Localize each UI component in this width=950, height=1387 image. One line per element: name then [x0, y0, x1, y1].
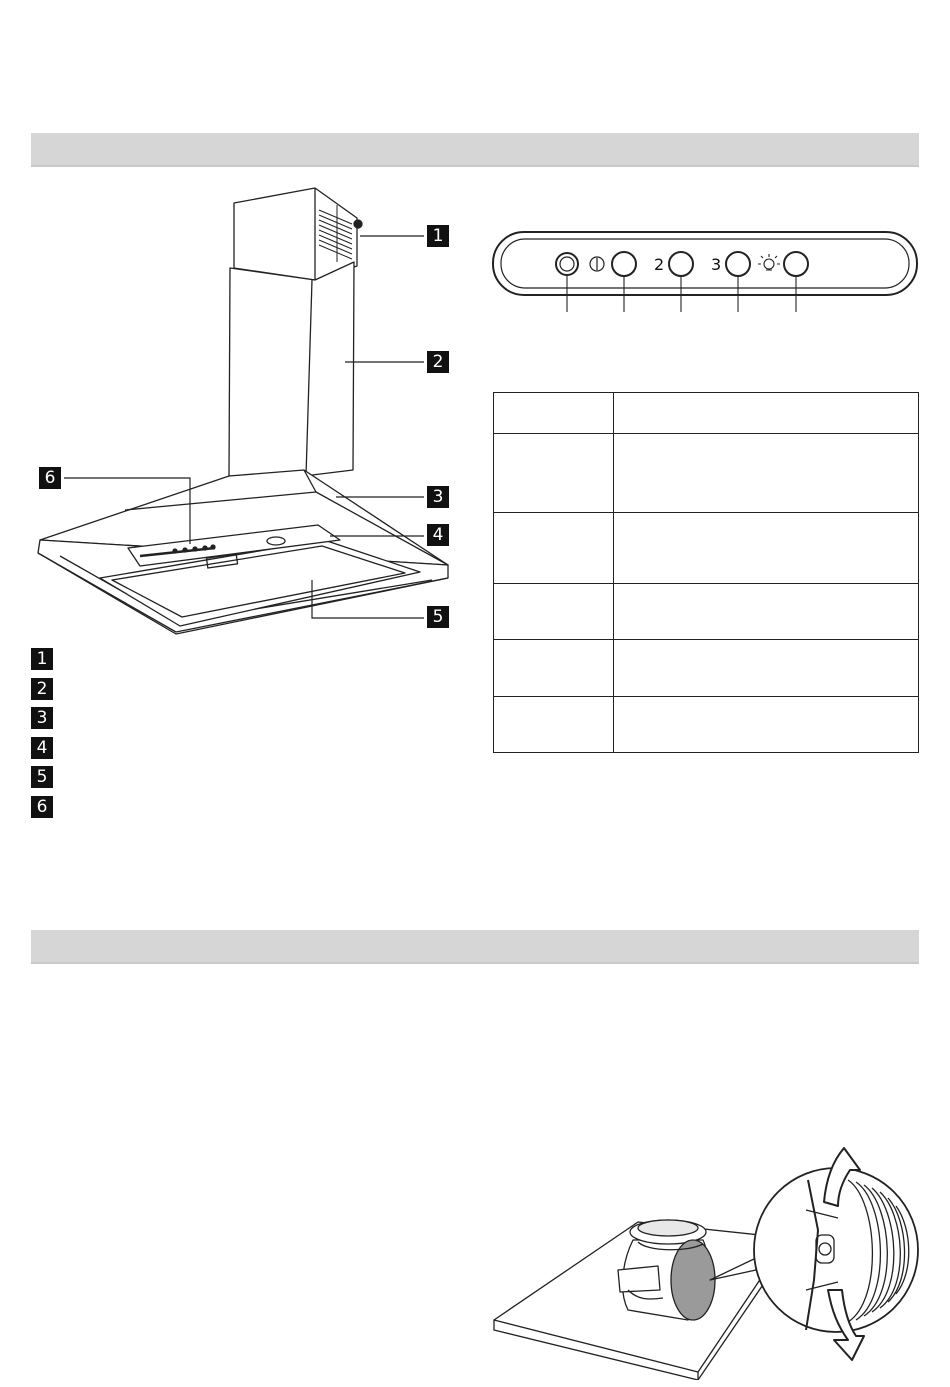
table-cell: [494, 640, 614, 697]
table-cell: [614, 640, 919, 697]
legend-item-3: 3: [31, 707, 53, 729]
callout-badge-6: 6: [39, 467, 61, 489]
motor-damper-illustration: [488, 1140, 928, 1380]
legend-item-2: 2: [31, 678, 53, 700]
cooker-hood-illustration: [0, 0, 470, 650]
callout-badge-1: 1: [427, 225, 449, 247]
light-button[interactable]: [784, 252, 808, 276]
legend-item-6: 6: [31, 796, 53, 818]
speed-3-label: 3: [711, 255, 722, 274]
speed-2-button[interactable]: [669, 252, 693, 276]
table-cell: [494, 513, 614, 584]
callout-badge-2: 2: [427, 351, 449, 373]
off-button[interactable]: [612, 252, 636, 276]
table-cell: [494, 434, 614, 513]
table-cell: [614, 697, 919, 753]
table-cell: [494, 697, 614, 753]
controls-table: [493, 392, 919, 753]
section-bar-operation: [31, 930, 919, 964]
legend-item-5: 5: [31, 766, 53, 788]
control-panel-diagram: [490, 228, 920, 318]
table-header-cell: [614, 393, 919, 434]
table-cell: [614, 513, 919, 584]
legend-item-1: 1: [31, 648, 53, 670]
speed-2-label: 2: [654, 255, 665, 274]
callout-badge-4: 4: [427, 524, 449, 546]
speed-3-button[interactable]: [726, 252, 750, 276]
indicator-lamp: [556, 253, 578, 275]
table-cell: [614, 584, 919, 640]
table-header-cell: [494, 393, 614, 434]
table-cell: [614, 434, 919, 513]
table-cell: [494, 584, 614, 640]
callout-badge-5: 5: [427, 606, 449, 628]
legend-item-4: 4: [31, 737, 53, 759]
callout-badge-3: 3: [427, 486, 449, 508]
